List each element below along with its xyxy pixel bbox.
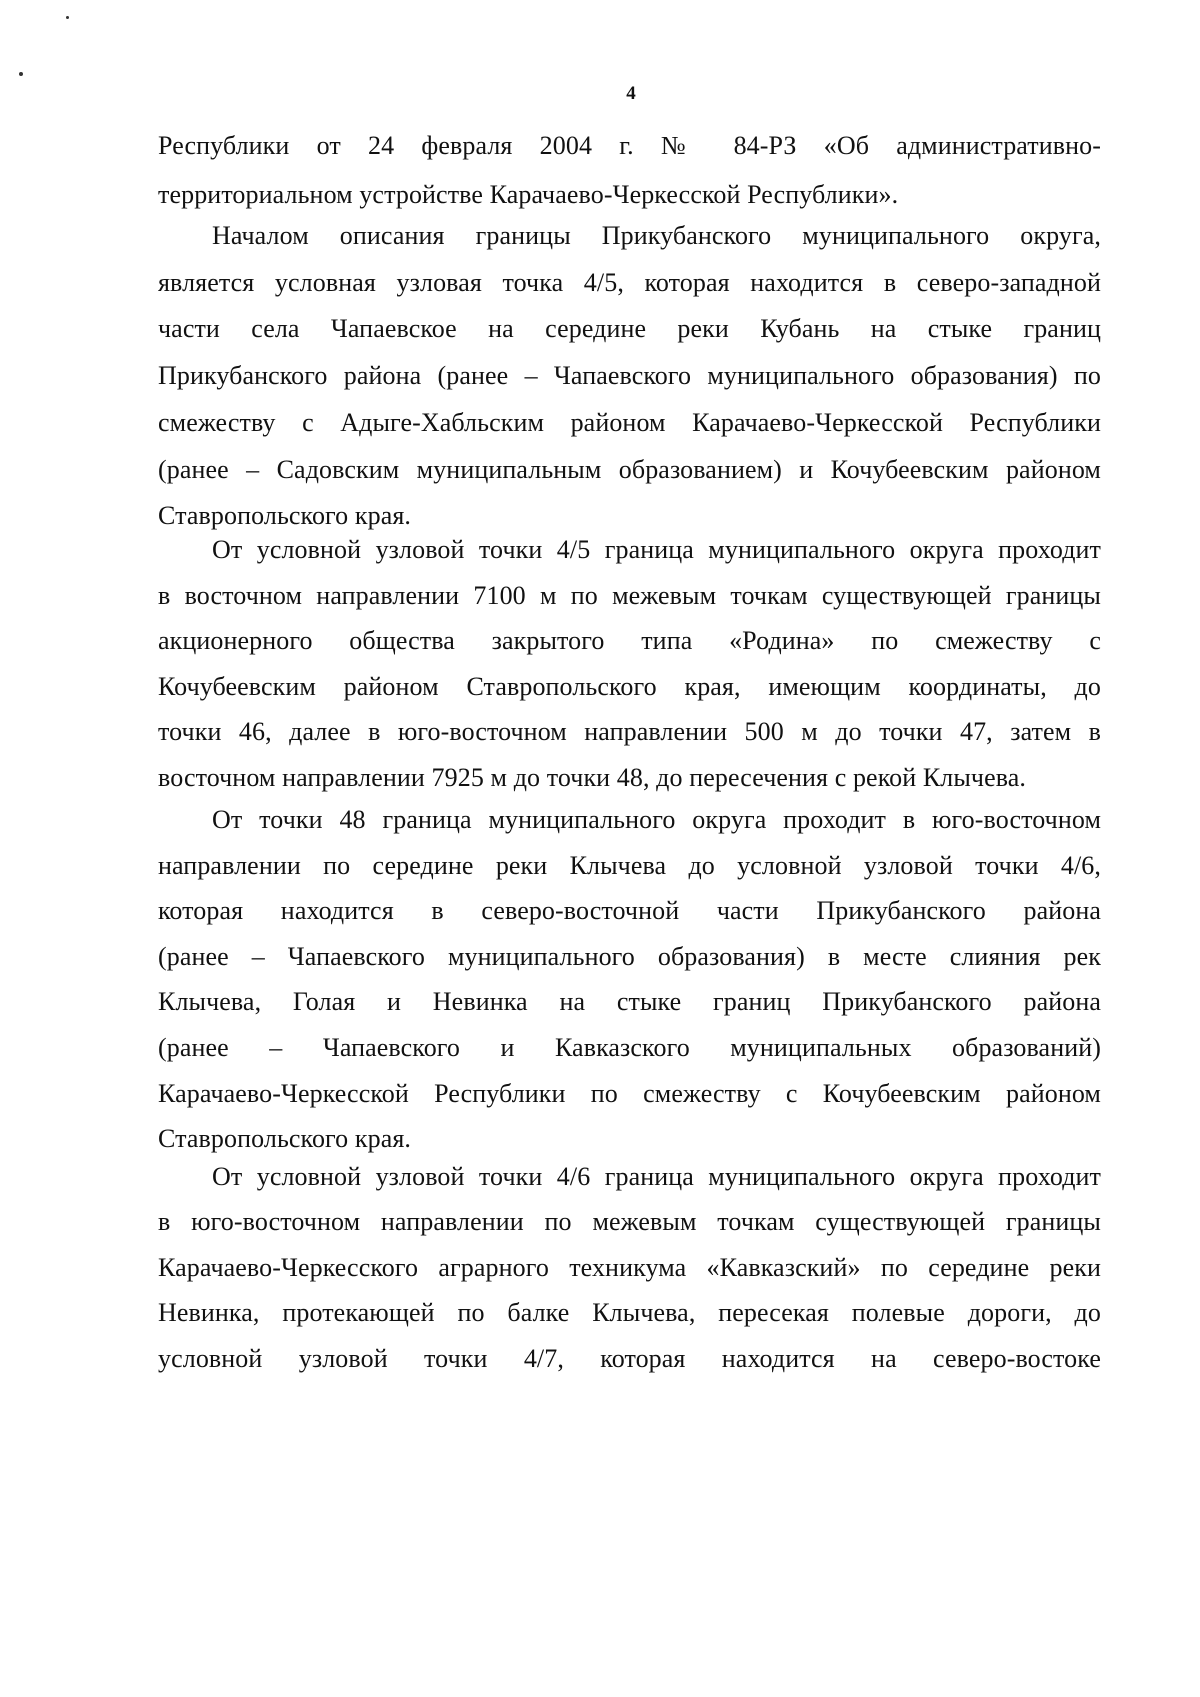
- text-line: Карачаево-Черкесского аграрного техникума «Кавказский» по середине реки: [158, 1252, 1101, 1282]
- page-number: 4: [626, 83, 636, 104]
- text-line: Невинка, протекающей по балке Клычева, пересекая полевые дороги, до: [158, 1298, 1101, 1328]
- text-line: является условная узловая точка 4/5, которая находится в северо-западной: [158, 267, 1101, 297]
- text-line: в восточном направлении 7100 м по межевым точкам существующей границы: [158, 580, 1101, 610]
- text-line: которая находится в северо-восточной части Прикубанского района: [158, 896, 1101, 926]
- text-line: (ранее – Чапаевского и Кавказского муниципальных образований): [158, 1033, 1101, 1062]
- text-line: Клычева, Голая и Невинка на стыке границ Прикубанского района: [158, 987, 1101, 1017]
- text-line: Кочубеевским районом Ставропольского края, имеющим координаты, до: [158, 671, 1101, 701]
- text-line: смежеству с Адыге-Хабльским районом Карачаево-Черкесской Республики: [158, 407, 1101, 437]
- text-line: части села Чапаевское на середине реки Кубань на стыке границ: [158, 314, 1101, 344]
- text-line: От точки 48 граница муниципального округа проходит в юго-восточном: [212, 805, 1101, 834]
- text-line: акционерного общества закрытого типа «Родина» по смежеству с: [158, 626, 1101, 656]
- text-line: в юго-восточном направлении по межевым точкам существующей границы: [158, 1207, 1101, 1237]
- text-line: Ставропольского края.: [158, 501, 411, 531]
- scan-speck: [66, 16, 69, 19]
- text-line: направлении по середине реки Клычева до условной узловой точки 4/6,: [158, 850, 1101, 880]
- text-line: Карачаево-Черкесской Республики по смежеству с Кочубеевским районом: [158, 1078, 1101, 1108]
- text-line: Ставропольского края.: [158, 1124, 411, 1154]
- text-line: Началом описания границы Прикубанского муниципального округа,: [212, 221, 1101, 250]
- text-line: условной узловой точки 4/7, которая находится на северо-востоке: [158, 1343, 1101, 1373]
- text-line: От условной узловой точки 4/5 граница муниципального округа проходит: [212, 535, 1101, 564]
- text-line: Республики от 24 февраля 2004 г. № 84-РЗ «Об административно-: [158, 131, 1101, 160]
- text-line: Прикубанского района (ранее – Чапаевского муниципального образования) по: [158, 361, 1101, 391]
- text-line: (ранее – Садовским муниципальным образованием) и Кочубеевским районом: [158, 454, 1101, 484]
- text-line: восточном направлении 7925 м до точки 48, до пересечения с рекой Клычева.: [158, 763, 1026, 792]
- text-line: От условной узловой точки 4/6 граница муниципального округа проходит: [212, 1162, 1101, 1191]
- text-line: точки 46, далее в юго-восточном направлении 500 м до точки 47, затем в: [158, 717, 1101, 747]
- text-line: территориальном устройстве Карачаево-Черкесской Республики».: [158, 180, 899, 209]
- text-line: (ранее – Чапаевского муниципального образования) в месте слияния рек: [158, 941, 1101, 971]
- scan-speck: [19, 72, 23, 76]
